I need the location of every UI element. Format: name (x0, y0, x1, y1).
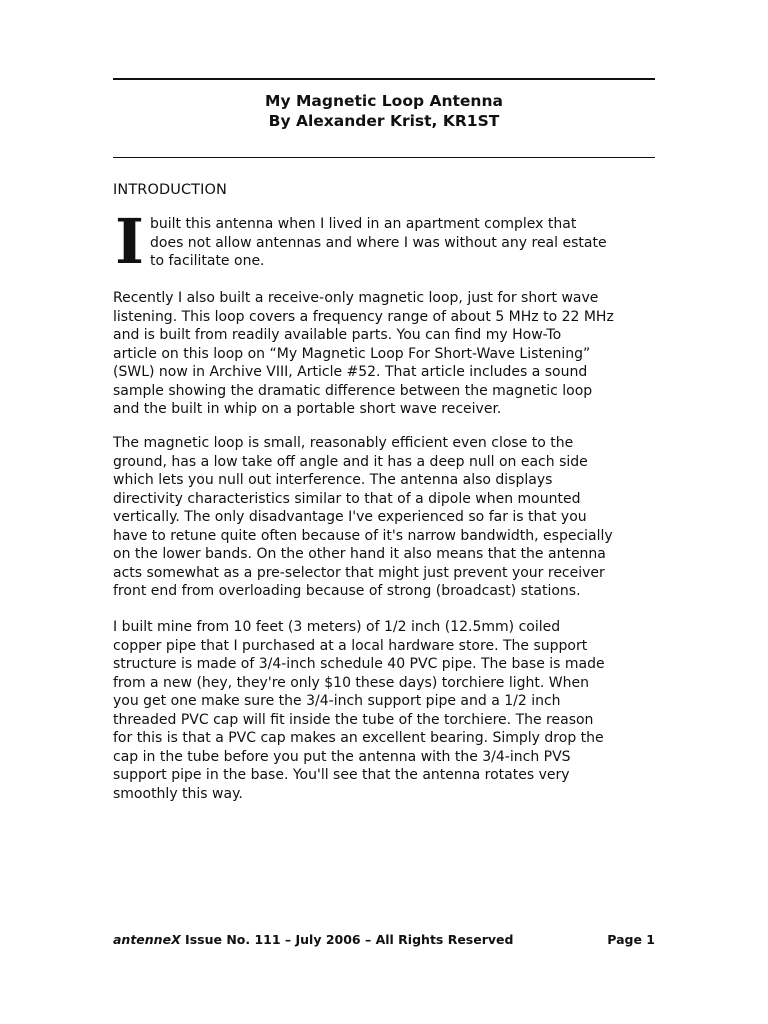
text-line: have to retune quite often because of it's narrow bandwidth, especially (113, 527, 613, 544)
article-title: My Magnetic Loop Antenna (265, 92, 503, 110)
text-line: and is built from readily available parts. You can find my How-To (113, 327, 562, 343)
text-line: threaded PVC cap will fit inside the tube of the torchiere. The reason (113, 711, 594, 728)
paragraph-characteristics (113, 434, 673, 601)
text-line: to facilitate one. (150, 253, 265, 269)
text-line: which lets you null out interference. The antenna also displays (113, 472, 553, 488)
section-heading: INTRODUCTION (113, 182, 227, 198)
text-line: article on this loop on “My Magnetic Loop For Short-Wave Listening” (113, 345, 591, 362)
bottom-rule (113, 157, 655, 158)
intro-paragraph (113, 205, 655, 278)
publication-name: antenneX (113, 932, 181, 947)
article-byline: By Alexander Krist, KR1ST (268, 112, 500, 130)
page-number: Page 1 (607, 932, 655, 947)
text-line: acts somewhat as a pre-selector that might just prevent your receiver (113, 564, 605, 581)
text-line: Recently I also built a receive-only magnetic loop, just for short wave (113, 290, 599, 306)
text-line: you get one make sure the 3/4-inch support pipe and a 1/2 inch (113, 693, 561, 709)
text-line: cap in the tube before you put the antenna with the 3/4-inch PVS (113, 748, 571, 765)
text-line: smoothly this way. (113, 785, 243, 802)
text-line: The magnetic loop is small, reasonably efficient even close to the (113, 435, 574, 451)
text-line: from a new (hey, they're only $10 these days) torchiere light. When (113, 674, 589, 691)
text-line: listening. This loop covers a frequency range of about 5 MHz to 22 MHz (113, 308, 614, 325)
publication-line (113, 932, 513, 948)
text-line: copper pipe that I purchased at a local hardware store. The support (113, 637, 588, 654)
text-line: does not allow antennas and where I was without any real estate (150, 234, 607, 251)
intro-text (150, 215, 607, 271)
article-header (113, 91, 655, 131)
text-line: and the built in whip on a portable short wave receiver. (113, 401, 502, 417)
paragraph-construction (113, 618, 673, 803)
text-line: directivity characteristics similar to that of a dipole when mounted (113, 490, 581, 507)
paragraph-swl-loop (113, 289, 673, 419)
drop-cap: I (115, 205, 145, 278)
top-rule (113, 78, 655, 80)
text-line: ground, has a low take off angle and it has a deep null on each side (113, 453, 588, 470)
text-line: structure is made of 3/4-inch schedule 40 PVC pipe. The base is made (113, 656, 605, 672)
text-line: sample showing the dramatic difference between the magnetic loop (113, 382, 593, 399)
text-line: front end from overloading because of strong (broadcast) stations. (113, 583, 581, 599)
text-line: (SWL) now in Archive VIII, Article #52. That article includes a sound (113, 364, 588, 380)
text-line: built this antenna when I lived in an apartment complex that (150, 216, 577, 232)
text-line: I built mine from 10 feet (3 meters) of 1/2 inch (12.5mm) coiled (113, 619, 561, 635)
text-line: on the lower bands. On the other hand it also means that the antenna (113, 546, 606, 562)
text-line: support pipe in the base. You'll see that the antenna rotates very (113, 767, 570, 783)
issue-info: Issue No. 111 – July 2006 – All Rights Reserved (180, 932, 514, 947)
text-line: vertically. The only disadvantage I've experienced so far is that you (113, 509, 587, 525)
text-line: for this is that a PVC cap makes an excellent bearing. Simply drop the (113, 730, 604, 746)
